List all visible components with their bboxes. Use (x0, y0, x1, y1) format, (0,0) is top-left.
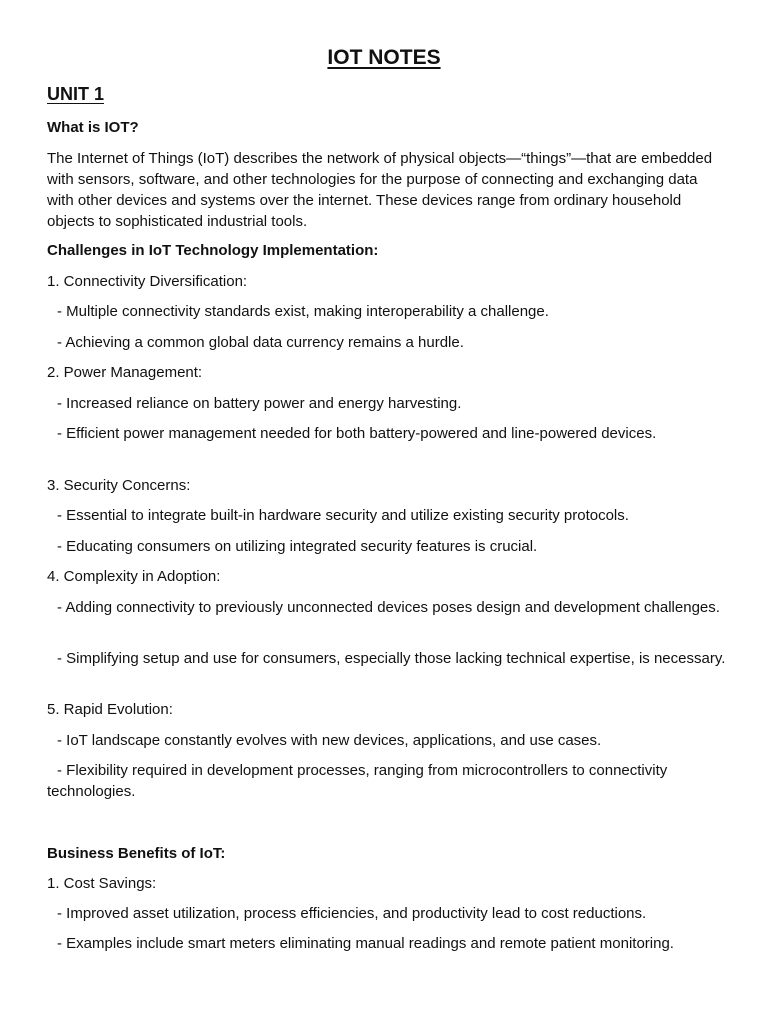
challenge-2-point-a: - Increased reliance on battery power and energy harvesting. (57, 395, 462, 412)
challenge-3: 3. Security Concerns: (47, 477, 191, 494)
benefit-1-point-b: - Examples include smart meters eliminating manual readings and remote patient monitoring. (57, 935, 674, 952)
challenge-5: 5. Rapid Evolution: (47, 701, 173, 718)
challenge-5-point-b: - Flexibility required in development processes, ranging from microcontrollers to connectivity technologies. (47, 762, 668, 800)
challenge-1-point-a: - Multiple connectivity standards exist, making interoperability a challenge. (57, 303, 549, 320)
document-title: IOT NOTES (327, 46, 441, 69)
challenge-1-point-b: - Achieving a common global data currency remains a hurdle. (57, 334, 464, 351)
challenge-3-point-a: - Essential to integrate built-in hardware security and utilize existing security protocols. (57, 507, 629, 524)
benefit-1: 1. Cost Savings: (47, 875, 157, 892)
challenge-4-point-a: - Adding connectivity to previously unconnected devices poses design and development challenges. (57, 599, 720, 616)
challenge-4: 4. Complexity in Adoption: (47, 568, 221, 585)
challenge-4-point-b: - Simplifying setup and use for consumers, especially those lacking technical expertise, is necessary. (57, 650, 726, 667)
what-heading: What is IOT? (47, 119, 139, 136)
challenge-2-point-b: - Efficient power management needed for both battery-powered and line-powered devices. (57, 425, 657, 442)
challenges-heading: Challenges in IoT Technology Implementation: (47, 242, 379, 259)
benefit-1-point-a: - Improved asset utilization, process efficiencies, and productivity lead to cost reductions. (57, 905, 647, 922)
challenge-2: 2. Power Management: (47, 364, 203, 381)
unit-heading: UNIT 1 (47, 84, 105, 104)
what-body: The Internet of Things (IoT) describes the network of physical objects—“things”—that are embedded with sensors, software, and other technologies for the purpose of connecting and exchanging data with other devices and systems over the internet. These devices range from ordinary household objects to sophisticated industrial tools. (47, 150, 713, 230)
challenge-5-point-a: - IoT landscape constantly evolves with new devices, applications, and use cases. (57, 732, 602, 749)
benefits-heading: Business Benefits of IoT: (47, 845, 226, 862)
challenge-1: 1. Connectivity Diversification: (47, 273, 248, 290)
challenge-3-point-b: - Educating consumers on utilizing integrated security features is crucial. (57, 538, 538, 555)
